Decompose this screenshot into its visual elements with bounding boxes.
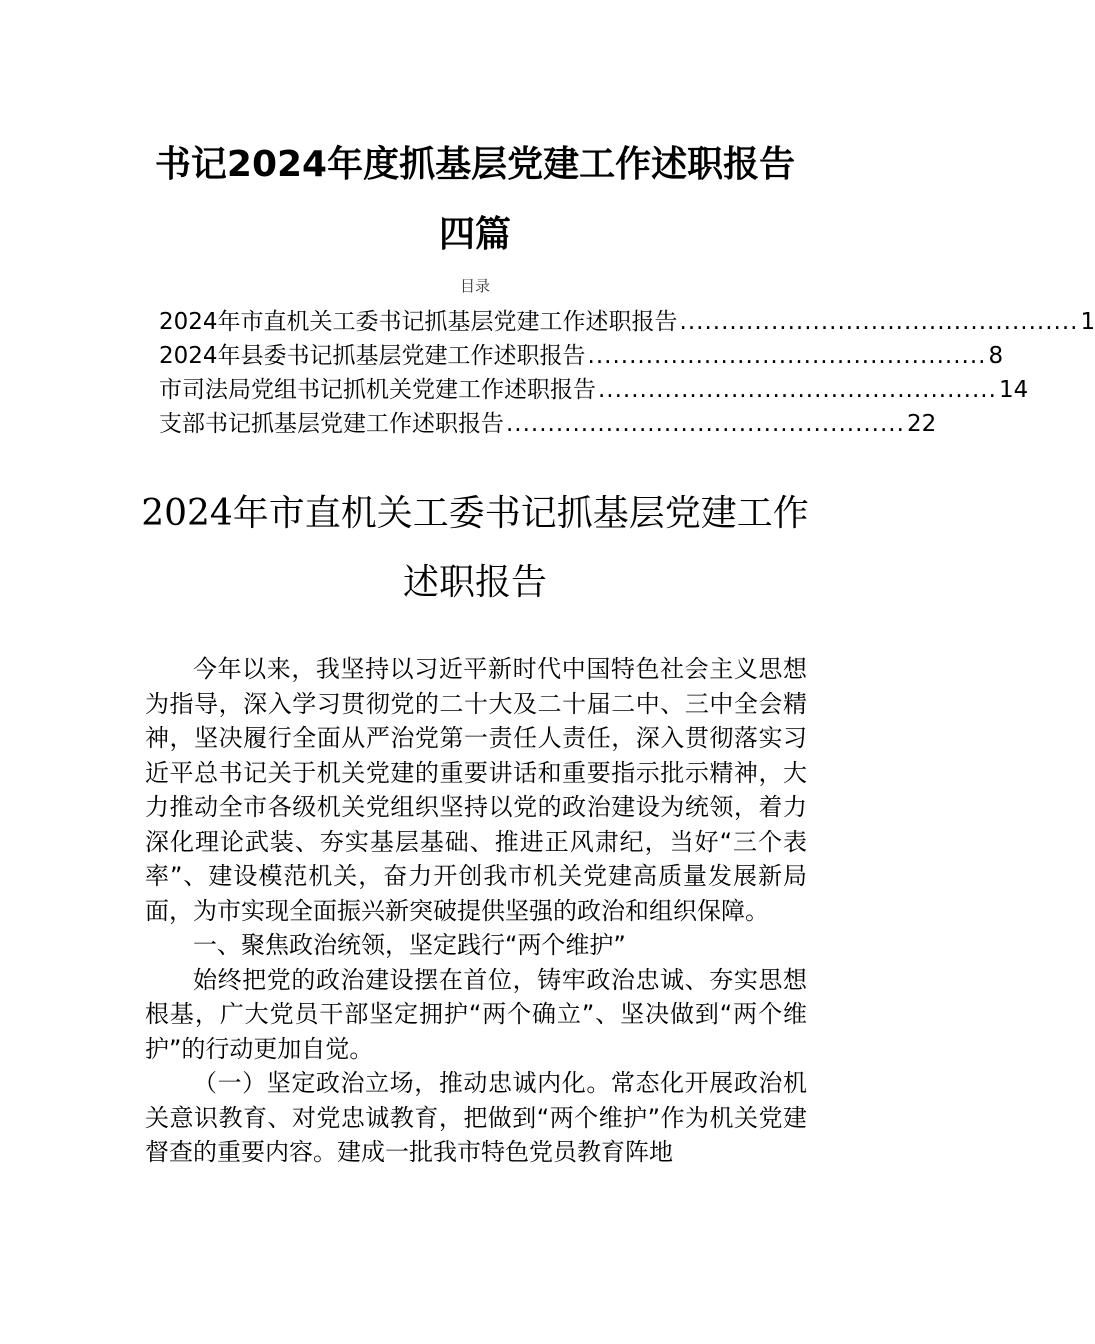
toc-entry[interactable]: [159, 305, 1095, 339]
toc-entry-title: 支部书记抓基层党建工作述职报告: [159, 411, 504, 437]
toc-entry-page: 14: [998, 377, 1029, 403]
section-title-line-2: 述职报告: [402, 562, 547, 603]
document-title-line-1: 书记2024年度抓基层党建工作述职报告: [154, 144, 796, 185]
toc-entry-page: 22: [906, 411, 937, 437]
paragraph: （一）坚定政治立场，推动忠诚内化。常态化开展政治机关意识教育、对党忠诚教育，把做到“两个维护”作为机关党建督查的重要内容。建成一批我市特色党员教育阵地: [145, 1069, 807, 1166]
toc-leader-dots: ................................................: [598, 377, 997, 403]
document-title-line-2: 四篇: [438, 214, 511, 255]
toc-leader-dots: ................................................: [679, 309, 1079, 335]
paragraph: 始终把党的政治建设摆在首位，铸牢政治忠诚、夯实思想根基，广大党员干部坚定拥护“两个确立”、坚决做到“两个维护”的行动更加自觉。: [145, 965, 807, 1063]
toc-entry-title: 2024年市直机关工委书记抓基层党建工作述职报告: [159, 309, 678, 335]
toc-entry-title: 2024年县委书记抓基层党建工作述职报告: [159, 343, 586, 369]
section-title-line-1: 2024年市直机关工委书记抓基层党建工作: [141, 493, 809, 534]
table-of-contents: [159, 305, 1095, 441]
toc-entry[interactable]: [159, 373, 1029, 407]
toc-entry-page: 1: [1080, 309, 1095, 335]
toc-entry-page: 8: [988, 343, 1004, 369]
toc-heading: 目录: [459, 277, 490, 295]
paragraph: 今年以来，我坚持以习近平新时代中国特色社会主义思想为指导，深入学习贯彻党的二十大及二十届二中、三中全会精神，坚决履行全面从严治党第一责任人责任，深入贯彻落实习近平总书记关于机关党建的重要讲话和重要指示批示精神，大力推动全市各级机关党组织坚持以党的政治建设为统领，着力深化理论武装、夯实基层基础、推进正风肃纪，当好“三个表率”、建设模范机关，奋力开创我市机关党建高质量发展新局面，为市实现全面振兴新突破提供坚强的政治和组织保障。: [145, 655, 807, 925]
body-text: [145, 652, 807, 1170]
toc-entry[interactable]: [159, 407, 937, 441]
toc-entry[interactable]: [159, 339, 1004, 373]
toc-leader-dots: ................................................: [587, 343, 987, 369]
toc-entry-title: 市司法局党组书记抓机关党建工作述职报告: [159, 377, 596, 403]
section-heading: 一、聚焦政治统领，坚定践行“两个维护”: [193, 931, 626, 959]
toc-leader-dots: ................................................: [506, 411, 905, 437]
